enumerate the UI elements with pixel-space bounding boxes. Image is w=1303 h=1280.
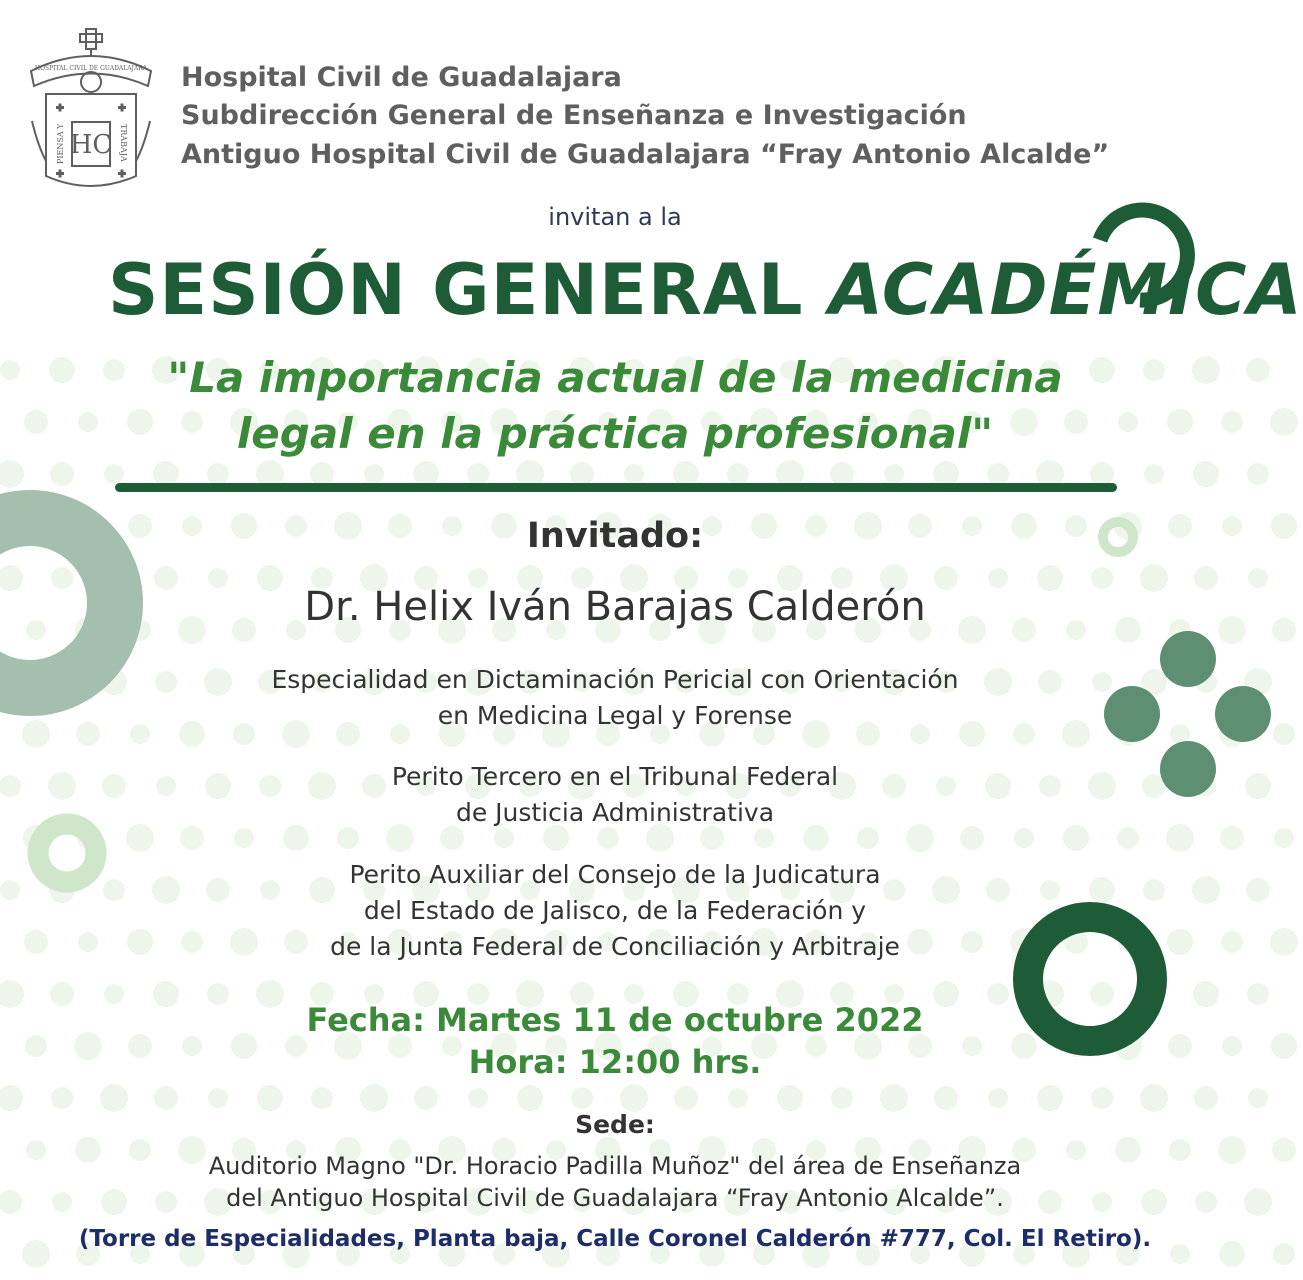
- background-dot: [1244, 1188, 1272, 1216]
- credential-line: Perito Auxiliar del Consejo de la Judicatura: [349, 860, 881, 889]
- background-dot: [0, 1085, 23, 1111]
- background-dot: [234, 828, 254, 848]
- background-dot: [1245, 773, 1271, 799]
- guest-label: Invitado:: [526, 516, 704, 556]
- credential-line: del Estado de Jalisco, de la Federación y: [363, 896, 867, 925]
- background-dot: [364, 464, 384, 484]
- venue-address: (Torre de Especialidades, Planta baja, Calle Coronel Calderón #777, Col. El Retiro).: [78, 1226, 1152, 1252]
- background-dot: [1248, 1088, 1268, 1108]
- background-dot: [50, 462, 74, 486]
- background-dot: [517, 1085, 543, 1111]
- background-dot: [934, 1086, 958, 1110]
- background-dot: [988, 1088, 1008, 1108]
- header-subdireccion: Subdirección General de Enseñanza e Investigación: [181, 100, 967, 131]
- background-dot: [467, 463, 489, 485]
- topic-line-2: legal en la práctica profesional": [236, 409, 994, 458]
- credential-line: de Justicia Administrativa: [455, 798, 775, 827]
- background-dot: [1246, 878, 1270, 902]
- invite-text: invitan a la: [548, 203, 682, 231]
- crest-monogram: HC: [69, 130, 113, 160]
- background-dot: [51, 1087, 73, 1109]
- background-dot: [777, 1085, 803, 1111]
- background-dot: [754, 828, 774, 848]
- credential-line: Especialidad en Dictaminación Pericial con Orientación: [271, 665, 959, 694]
- background-dot: [728, 1088, 748, 1108]
- background-dot: [1091, 1087, 1113, 1109]
- title-arc-icon: [1082, 200, 1194, 312]
- background-dot: [1140, 1084, 1168, 1112]
- background-dot: [1144, 464, 1164, 484]
- background-dot: [257, 1085, 283, 1111]
- background-dot: [1274, 828, 1294, 848]
- crest-motto: HOSPITAL CIVIL DE GUADALAJARA: [34, 65, 148, 72]
- background-dot: [1193, 461, 1219, 487]
- background-dot: [311, 1087, 333, 1109]
- background-dot: [1272, 618, 1296, 642]
- background-dot: [831, 1087, 853, 1109]
- background-dot: [1194, 1086, 1218, 1110]
- background-dot: [207, 463, 229, 485]
- background-dot: [884, 464, 904, 484]
- background-dot: [1271, 513, 1297, 539]
- background-dot: [1014, 828, 1034, 848]
- header-antiguo-hospital: Antiguo Hospital Civil de Guadalajara “Fray Antonio Alcalde”: [181, 139, 1110, 170]
- background-dot: [468, 1088, 488, 1108]
- background-dot: [620, 1084, 648, 1112]
- background-dot: [414, 1086, 438, 1110]
- venue-line-1: Auditorio Magno "Dr. Horacio Padilla Muñoz" del área de Enseñanza: [208, 1152, 1022, 1180]
- background-dot: [1247, 983, 1269, 1005]
- venue-line-2: del Antiguo Hospital Civil de Guadalajara “Fray Antonio Alcalde”.: [226, 1184, 1004, 1212]
- event-title-part2: ACADÉMICA: [828, 249, 1303, 331]
- event-time: Hora: 12:00 hrs.: [468, 1043, 762, 1081]
- background-dot: [154, 1086, 178, 1110]
- background-dot: [987, 463, 1009, 485]
- crest-right-text: TRABAJA: [119, 124, 128, 162]
- credential-line: en Medicina Legal y Forense: [437, 701, 793, 730]
- background-dot: [1248, 568, 1268, 588]
- guest-name: Dr. Helix Iván Barajas Calderón: [304, 584, 926, 630]
- background-dot: [1247, 463, 1269, 485]
- topic-line-1: "La importancia actual de la medicina: [167, 353, 1063, 402]
- event-title-part1: SESIÓN GENERAL: [108, 249, 829, 331]
- background-dot: [674, 1086, 698, 1110]
- background-dot: [624, 464, 644, 484]
- background-dot: [1273, 723, 1295, 745]
- background-dot: [1271, 1033, 1297, 1059]
- crest-left-text: PIENSA Y: [56, 123, 65, 164]
- credential-line: de la Junta Federal de Conciliación y Arbitraje: [330, 932, 900, 961]
- event-date: Fecha: Martes 11 de octubre 2022: [306, 1001, 924, 1039]
- venue-label: Sede:: [575, 1110, 655, 1139]
- background-dot: [571, 1087, 593, 1109]
- section-divider: [115, 483, 1117, 492]
- background-dot: [880, 1084, 908, 1112]
- background-dot: [1270, 928, 1298, 956]
- background-dot: [1246, 358, 1270, 382]
- background-dot: [360, 1084, 388, 1112]
- background-dot: [104, 464, 124, 484]
- credential-line: Perito Tercero en el Tribunal Federal: [391, 762, 839, 791]
- background-dot: [208, 1088, 228, 1108]
- background-dot: [1037, 1085, 1063, 1111]
- background-dot: [1272, 1138, 1296, 1162]
- hospital-civil-crest-icon: [26, 26, 156, 194]
- background-dot: [1273, 1243, 1295, 1265]
- background-dot: [100, 1084, 128, 1112]
- background-dot: [1270, 408, 1298, 436]
- background-dot: [727, 463, 749, 485]
- background-dot: [0, 460, 24, 488]
- header-hospital: Hospital Civil de Guadalajara: [181, 62, 622, 93]
- background-dot: [494, 828, 514, 848]
